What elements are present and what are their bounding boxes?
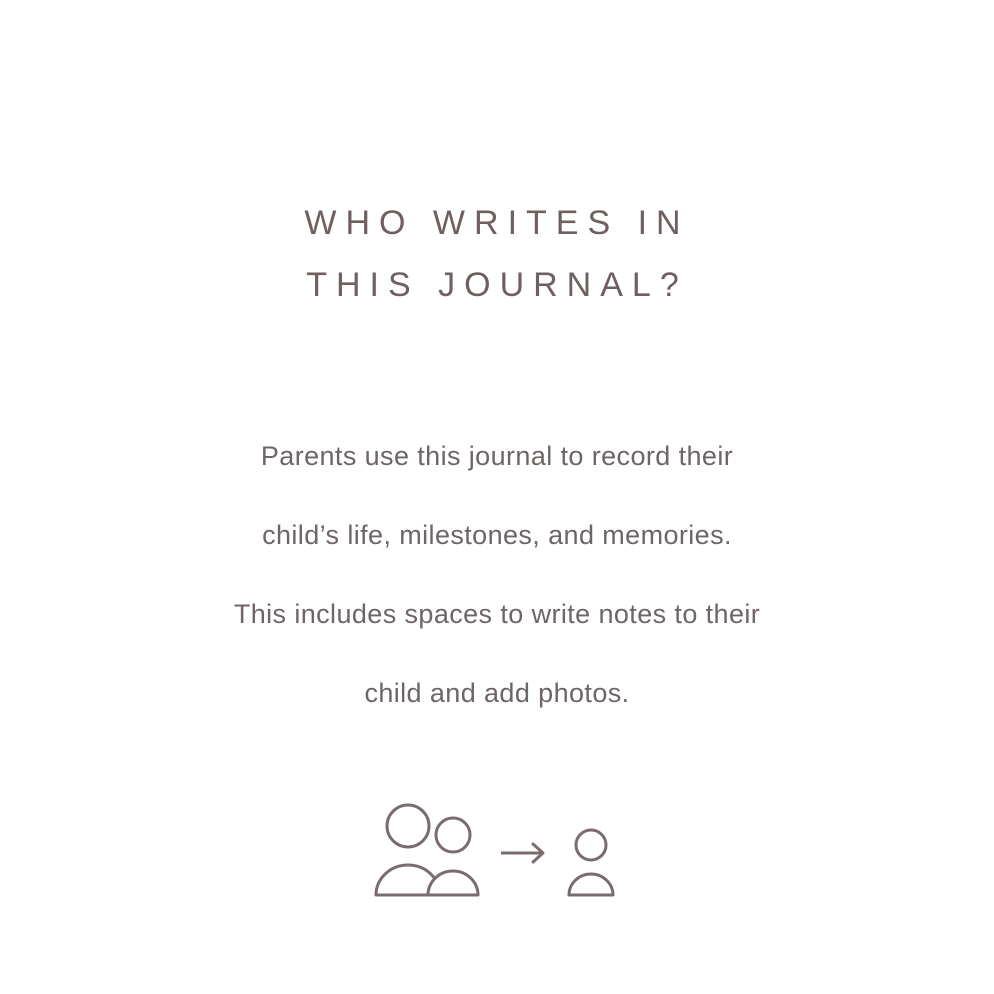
body-text-line-3: This includes spaces to write notes to their — [233, 598, 761, 629]
illustration — [368, 801, 627, 901]
two-people-icon — [368, 801, 493, 901]
body-text-line-2: child’s life, milestones, and memories. — [262, 519, 732, 550]
body-text-line-1: Parents use this journal to record their — [260, 440, 734, 471]
page-title-line-2: THIS JOURNAL? — [306, 266, 688, 304]
body-text — [117, 417, 877, 733]
body-text-line-4: child and add photos. — [364, 677, 630, 708]
page-title-line-1: WHO WRITES IN — [304, 204, 690, 242]
page-title — [304, 192, 689, 316]
right-arrow-icon — [493, 831, 555, 871]
child-person-icon — [555, 801, 627, 901]
